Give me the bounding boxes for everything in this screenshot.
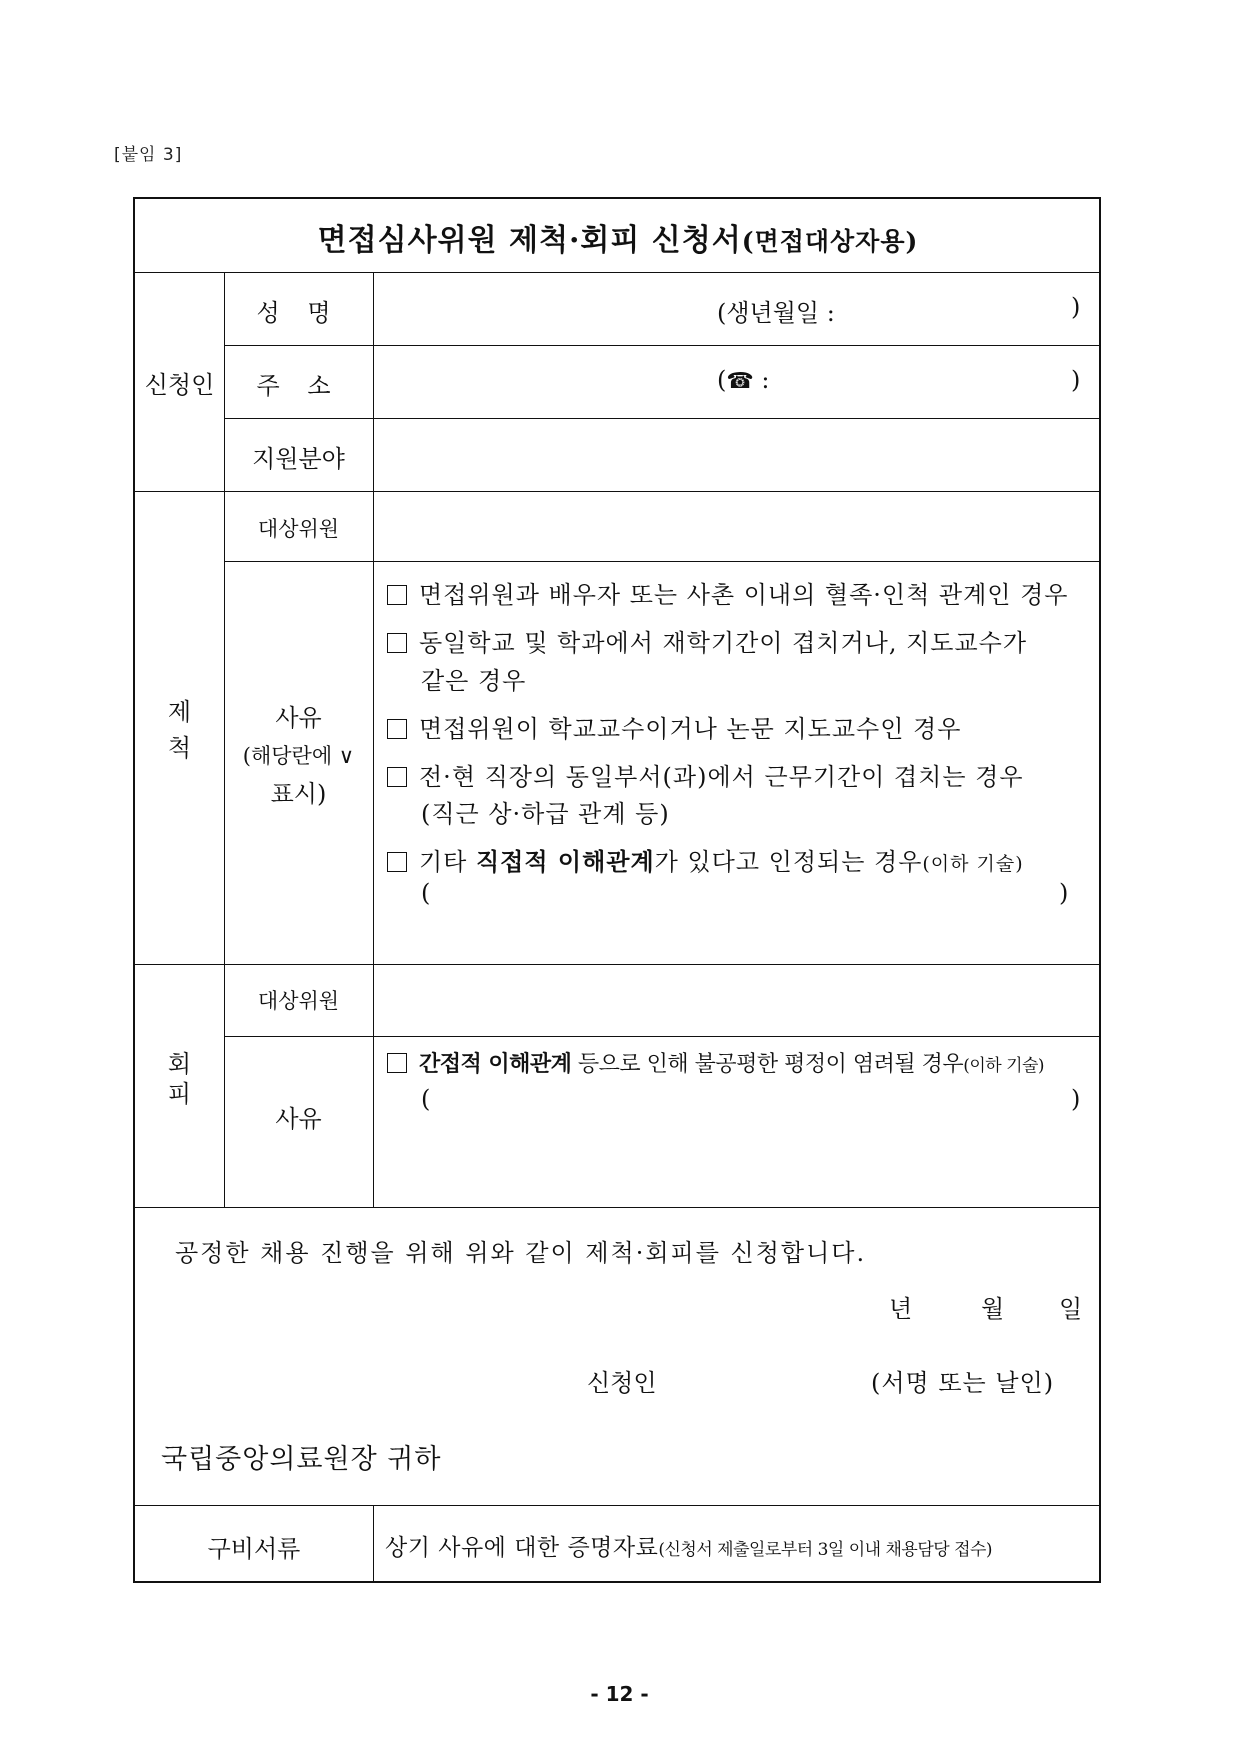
exclusion-reason-label: 사유 xyxy=(275,704,322,732)
signer-label: 신청인 xyxy=(587,1369,657,1397)
exclusion-reason-hint: (해당란에 ∨ xyxy=(242,744,355,768)
divider xyxy=(373,272,374,1207)
exclusion-item-2-text: 동일학교 및 학과에서 재학기간이 겹치거나, 지도교수가 xyxy=(419,629,1028,657)
checkbox[interactable] xyxy=(387,633,407,653)
avoidance-target-input[interactable] xyxy=(375,967,1099,1034)
documents-main: 상기 사유에 대한 증명자료 xyxy=(385,1535,659,1561)
avoidance-reason-label: 사유 xyxy=(275,1105,322,1133)
form-title xyxy=(135,215,1101,259)
phone-suffix: ) xyxy=(1071,366,1081,394)
exclusion-item-other[interactable] xyxy=(387,842,1024,877)
name-label: 성 명 xyxy=(256,299,341,327)
exclusion-item-4[interactable] xyxy=(387,757,1024,792)
avoidance-paren-open: ( xyxy=(421,1085,432,1113)
divider xyxy=(135,491,1101,492)
avoidance-bold: 간접적 이해관계 xyxy=(419,1051,572,1077)
exclusion-target-label: 대상위원 xyxy=(257,517,340,541)
exclusion-reason-hint-2: 표시) xyxy=(270,780,327,808)
form-title-sub: (면접대상자용) xyxy=(741,227,919,256)
avoidance-label-2: 피 xyxy=(167,1080,192,1108)
statement: 공정한 채용 진행을 위해 위와 같이 제척·회피를 신청합니다. xyxy=(175,1239,867,1267)
exclusion-target-input[interactable] xyxy=(375,494,1099,559)
field-input[interactable] xyxy=(375,421,1099,489)
avoidance-item[interactable] xyxy=(387,1047,1044,1078)
signature-field[interactable] xyxy=(695,1355,855,1399)
divider xyxy=(224,561,1101,562)
attachment-label: [붙임 3] xyxy=(114,145,183,165)
divider xyxy=(224,1036,1101,1037)
other-bold: 직접적 이해관계 xyxy=(476,847,655,876)
avoidance-other-input[interactable] xyxy=(435,1085,1055,1125)
date-day: 일 xyxy=(1059,1295,1083,1323)
checkbox[interactable] xyxy=(387,719,407,739)
avoidance-label-1: 회 xyxy=(167,1050,192,1078)
divider xyxy=(224,345,1101,346)
address-label: 주 소 xyxy=(256,372,341,400)
exclusion-item-3[interactable] xyxy=(387,709,961,744)
exclusion-item-1[interactable] xyxy=(387,575,1068,610)
divider xyxy=(135,964,1101,965)
field-label: 지원분야 xyxy=(252,445,345,473)
divider xyxy=(373,1505,374,1583)
checkbox[interactable] xyxy=(387,585,407,605)
divider xyxy=(135,1207,1101,1208)
phone-prefix: ( xyxy=(717,366,727,394)
exclusion-item-4-text: 전·현 직장의 동일부서(과)에서 근무기간이 겹치는 경우 xyxy=(419,763,1024,791)
exclusion-label-2: 척 xyxy=(167,734,192,762)
name-input[interactable] xyxy=(575,277,1055,339)
address-input[interactable] xyxy=(375,349,705,415)
exclusion-item-3-text: 면접위원이 학교교수이거나 논문 지도교수인 경우 xyxy=(419,715,962,743)
documents-label: 구비서류 xyxy=(207,1535,301,1563)
avoidance-target-label: 대상위원 xyxy=(257,989,340,1013)
divider xyxy=(224,418,1101,419)
avoidance-note: (이하 기술) xyxy=(963,1056,1045,1076)
addressee: 국립중앙의료원장 귀하 xyxy=(161,1444,442,1475)
birthdate-suffix: ) xyxy=(1071,293,1081,321)
checkbox[interactable] xyxy=(387,852,407,872)
phone-colon: : xyxy=(761,366,770,394)
exclusion-item-4-cont: (직근 상·하급 관계 등) xyxy=(421,800,670,828)
divider xyxy=(135,1505,1101,1506)
other-note: (이하 기술) xyxy=(922,853,1024,875)
divider xyxy=(135,272,1101,273)
sign-note: (서명 또는 날인) xyxy=(871,1369,1055,1397)
birthdate-prefix: (생년월일 : xyxy=(717,299,835,327)
telephone-icon: ☎ xyxy=(726,369,754,394)
documents-note: (신청서 제출일로부터 3일 이내 채용담당 접수) xyxy=(658,1540,993,1560)
checkbox[interactable] xyxy=(387,1053,407,1073)
exclusion-label-1: 제 xyxy=(167,698,192,726)
application-form xyxy=(133,197,1101,1583)
checkbox[interactable] xyxy=(387,767,407,787)
exclusion-paren-open: ( xyxy=(421,879,432,907)
avoidance-paren-close: ) xyxy=(1071,1085,1082,1113)
date-month: 월 xyxy=(981,1295,1005,1323)
exclusion-paren-close: ) xyxy=(1059,879,1070,907)
exclusion-other-input[interactable] xyxy=(435,879,1045,919)
exclusion-item-2[interactable] xyxy=(387,623,1027,658)
applicant-group-label: 신청인 xyxy=(144,371,215,399)
avoidance-text: 등으로 인해 불공평한 평정이 염려될 경우 xyxy=(571,1052,964,1077)
other-suffix: 가 있다고 인정되는 경우 xyxy=(654,848,923,876)
form-title-main: 면접심사위원 제척·회피 신청서 xyxy=(317,223,742,258)
exclusion-item-2-cont: 같은 경우 xyxy=(421,667,527,695)
page-number: - 12 - xyxy=(590,1682,649,1706)
other-prefix: 기타 xyxy=(419,848,476,876)
exclusion-item-1-text: 면접위원과 배우자 또는 사촌 이내의 혈족·인척 관계인 경우 xyxy=(419,581,1069,609)
date-year: 년 xyxy=(889,1295,913,1323)
documents-text xyxy=(385,1529,992,1562)
